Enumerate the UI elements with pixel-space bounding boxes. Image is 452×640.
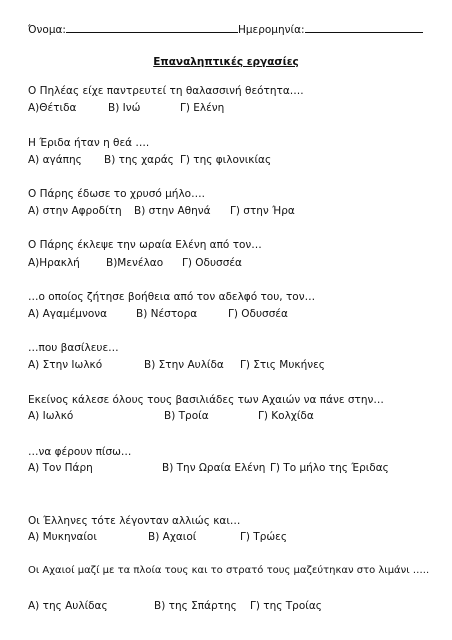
option-b: Β)Μενέλαο xyxy=(106,257,164,269)
option-c: Γ) της φιλονικίας xyxy=(180,154,272,166)
option-b: Β) της Σπάρτης xyxy=(154,600,237,612)
date-label: Ημερομηνία: xyxy=(237,24,305,36)
option-c: Γ) Τρώες xyxy=(240,531,287,543)
option-a: Α) Τον Πάρη xyxy=(28,462,93,474)
question-6-text: …που βασίλευε… xyxy=(28,342,119,354)
option-a: Α) της Αυλίδας xyxy=(28,600,108,612)
option-c: Γ) Στις Μυκήνες xyxy=(240,359,325,371)
option-c: Γ) Το μήλο της Έριδας xyxy=(270,462,389,474)
option-c: Γ) Ελένη xyxy=(180,102,225,114)
option-c: Γ) Οδυσσέα xyxy=(182,257,242,269)
header-row xyxy=(28,22,428,37)
option-b: Β) Την Ωραία Ελένη xyxy=(162,462,266,474)
question-4-text: Ο Πάρης έκλεψε την ωραία Ελένη από τον… xyxy=(28,239,262,251)
option-a: Α) Μυκηναίοι xyxy=(28,531,97,543)
name-blank xyxy=(66,22,238,33)
option-b: Β) Τροία xyxy=(164,410,209,422)
question-7-text: Εκείνος κάλεσε όλους τους βασιλιάδες των Αχαιών να πάνε στην… xyxy=(28,394,384,406)
option-a: Α)Ηρακλή xyxy=(28,257,80,269)
option-a: Α) στην Αφροδίτη xyxy=(28,205,122,217)
question-2-text: Η Έριδα ήταν η θεά …. xyxy=(28,137,150,149)
option-b: Β) Νέστορα xyxy=(136,308,198,320)
date-blank xyxy=(305,22,423,33)
option-b: Β) Αχαιοί xyxy=(148,531,197,543)
question-3-text: Ο Πάρης έδωσε το χρυσό μήλο…. xyxy=(28,188,205,200)
option-c: Γ) στην Ήρα xyxy=(230,205,295,217)
option-a: Α) Αγαμέμνονα xyxy=(28,308,108,320)
option-a: Α)Θέτιδα xyxy=(28,102,77,114)
option-c: Γ) της Τροίας xyxy=(250,600,322,612)
option-b: Β) Στην Αυλίδα xyxy=(144,359,224,371)
worksheet-title: Επαναληπτικές εργασίες xyxy=(153,56,299,68)
question-10-text: Οι Αχαιοί μαζί με τα πλοία τους και το στρατό τους μαζεύτηκαν στο λιμάνι ….. xyxy=(28,565,430,576)
option-b: Β) στην Αθηνά xyxy=(134,205,211,217)
option-b: Β) Ινώ xyxy=(108,102,141,114)
question-5-text: …ο οποίος ζήτησε βοήθεια από τον αδελφό του, τον… xyxy=(28,291,316,303)
option-a: Α) Στην Ιωλκό xyxy=(28,359,103,371)
option-a: Α) Ιωλκό xyxy=(28,410,74,422)
question-9-text: Οι Έλληνες τότε λέγονταν αλλιώς και… xyxy=(28,515,241,527)
name-label: Όνομα: xyxy=(28,24,66,36)
option-c: Γ) Κολχίδα xyxy=(258,410,314,422)
question-1-text: Ο Πηλέας είχε παντρευτεί τη θαλασσινή θεότητα…. xyxy=(28,85,304,97)
option-c: Γ) Οδυσσέα xyxy=(228,308,288,320)
option-a: Α) αγάπης xyxy=(28,154,82,166)
question-8-text: …να φέρουν πίσω… xyxy=(28,446,132,458)
option-b: Β) της χαράς xyxy=(104,154,174,166)
